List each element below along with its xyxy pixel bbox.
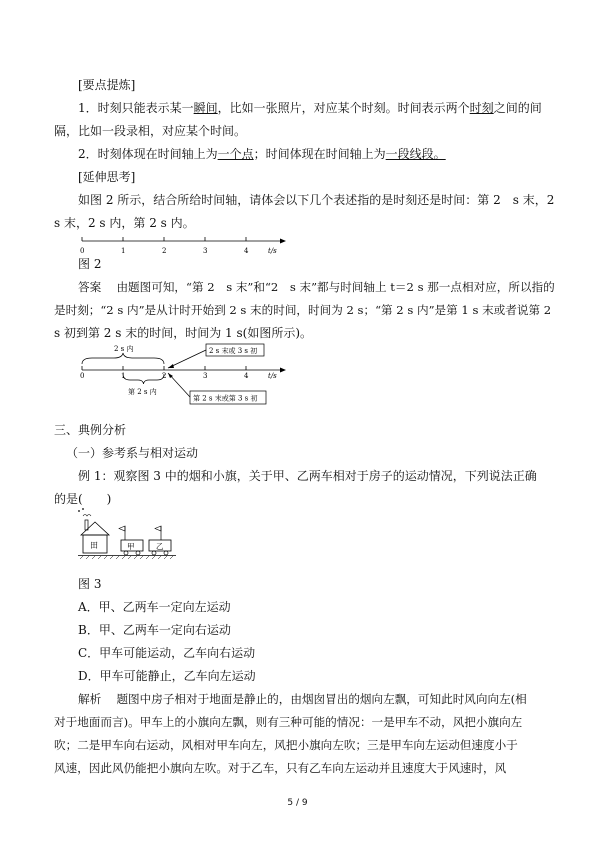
tick-label-2: 2 [162,372,167,380]
answer-line-3: s 初到第 2 s 末的时间，时间为 1 s(如图所示)。 [54,326,312,340]
option-c: C．甲车可能运动，乙车向右运动 [78,646,256,660]
figure-3-house-and-cars [76,506,180,566]
option-d: D．甲车可能静止，乙车向左运动 [78,669,256,683]
subsection-1-heading: （一）参考系与相对运动 [66,446,199,460]
example-1-line-2: 的是( ) [54,492,112,506]
option-b: B．甲、乙两车一定向右运动 [78,623,231,637]
flag-car-a-icon [119,526,125,531]
time-axis-figure-2 [72,232,302,254]
section-extend-thinking: [延伸思考] [78,170,136,184]
answer-line-2: 是时刻；“2 s 内”是从计时开始到 2 s 末的时间，时间为 2 s；“第 2 s 内”是第 1 s 末或者说第 2 [54,303,552,317]
section-key-points: [要点提炼] [78,78,136,92]
axis-unit-label: t/s [268,372,277,380]
answer-line-1: 答案 由题图可知，“第 2 s 末”和“2 s 末”都与时间轴上 t＝2 s 那一点相对应，所以指的 [78,280,555,294]
extend-question-line-2: s 末，2 s 内，第 2 s 内。 [54,216,195,230]
house-window-label: 田 [90,541,98,550]
label-2s-within: 2 s 内 [114,345,134,353]
tick-label-0: 0 [80,247,85,254]
tick-label-2: 2 [162,247,167,254]
figure-2-caption: 图 2 [78,257,102,271]
car-b-label: 乙 [156,542,164,551]
example-1-line-1: 例 1：观察图 3 中的烟和小旗，关于甲、乙两车相对于房子的运动情况，下列说法正确 [78,469,537,483]
car-a-label: 甲 [127,542,135,551]
tick-label-4: 4 [244,372,249,380]
solution-line-1: 解析 题图中房子相对于地面是静止的，由烟囱冒出的烟向左飘，可知此时风向向左(相 [78,692,527,706]
tick-label-1: 1 [121,372,126,380]
label-2s-end: 2 s 末或 3 s 初 [209,347,258,355]
tick-label-1: 1 [121,247,126,254]
annotated-time-axis-figure [72,342,308,410]
key-point-1-line-1: 1．时刻只能表示某一瞬间，比如一张照片，对应某个时刻。时间表示两个时刻之间的间 [78,101,542,115]
ground-hatching [80,556,173,559]
tick-label-3: 3 [203,372,208,380]
key-point-2: 2．时刻体现在时间轴上为一个点；时间体现在时间轴上为一段线段。 [78,147,446,161]
solution-line-4: 风速，因此风仍能把小旗向左吹。对于乙车，只有乙车向左运动并且速度大于风速时，风 [54,761,507,775]
underlined-term: 时刻 [469,101,494,115]
flag-car-b-icon [155,526,161,531]
label-2nd-second-end: 第 2 s 末或第 3 s 初 [193,394,258,403]
figure-3-caption: 图 3 [78,577,102,591]
smoke-icon [83,515,91,517]
underlined-term: 一段线段。 [385,147,446,161]
extend-question-line-1: 如图 2 所示，结合所给时间轴，请体会以下几个表述指的是时刻还是时间：第 2 s 末，2 [78,193,555,207]
option-a: A．甲、乙两车一定向左运动 [78,600,231,614]
tick-label-4: 4 [244,247,249,254]
underlined-term: 一个点 [217,147,254,161]
solution-line-3: 吹；二是甲车向右运动，风相对甲车向左，风把小旗向左吹；三是甲车向左运动但速度小于 [54,738,518,752]
axis-unit-label: t/s [268,247,277,254]
section-3-heading: 三、典例分析 [54,423,127,437]
page-number: 5 / 9 [287,798,308,808]
solution-line-2: 对于地面而言)。甲车上的小旗向左飘，则有三种可能的情况：一是甲车不动，风把小旗向左 [54,715,523,729]
tick-label-3: 3 [203,247,208,254]
underlined-term: 瞬间 [193,101,218,115]
key-point-1-line-2: 隔，比如一段录相，对应某个时间。 [54,124,247,138]
label-2nd-second-within: 第 2 s 内 [128,388,157,396]
tick-label-0: 0 [80,372,85,380]
